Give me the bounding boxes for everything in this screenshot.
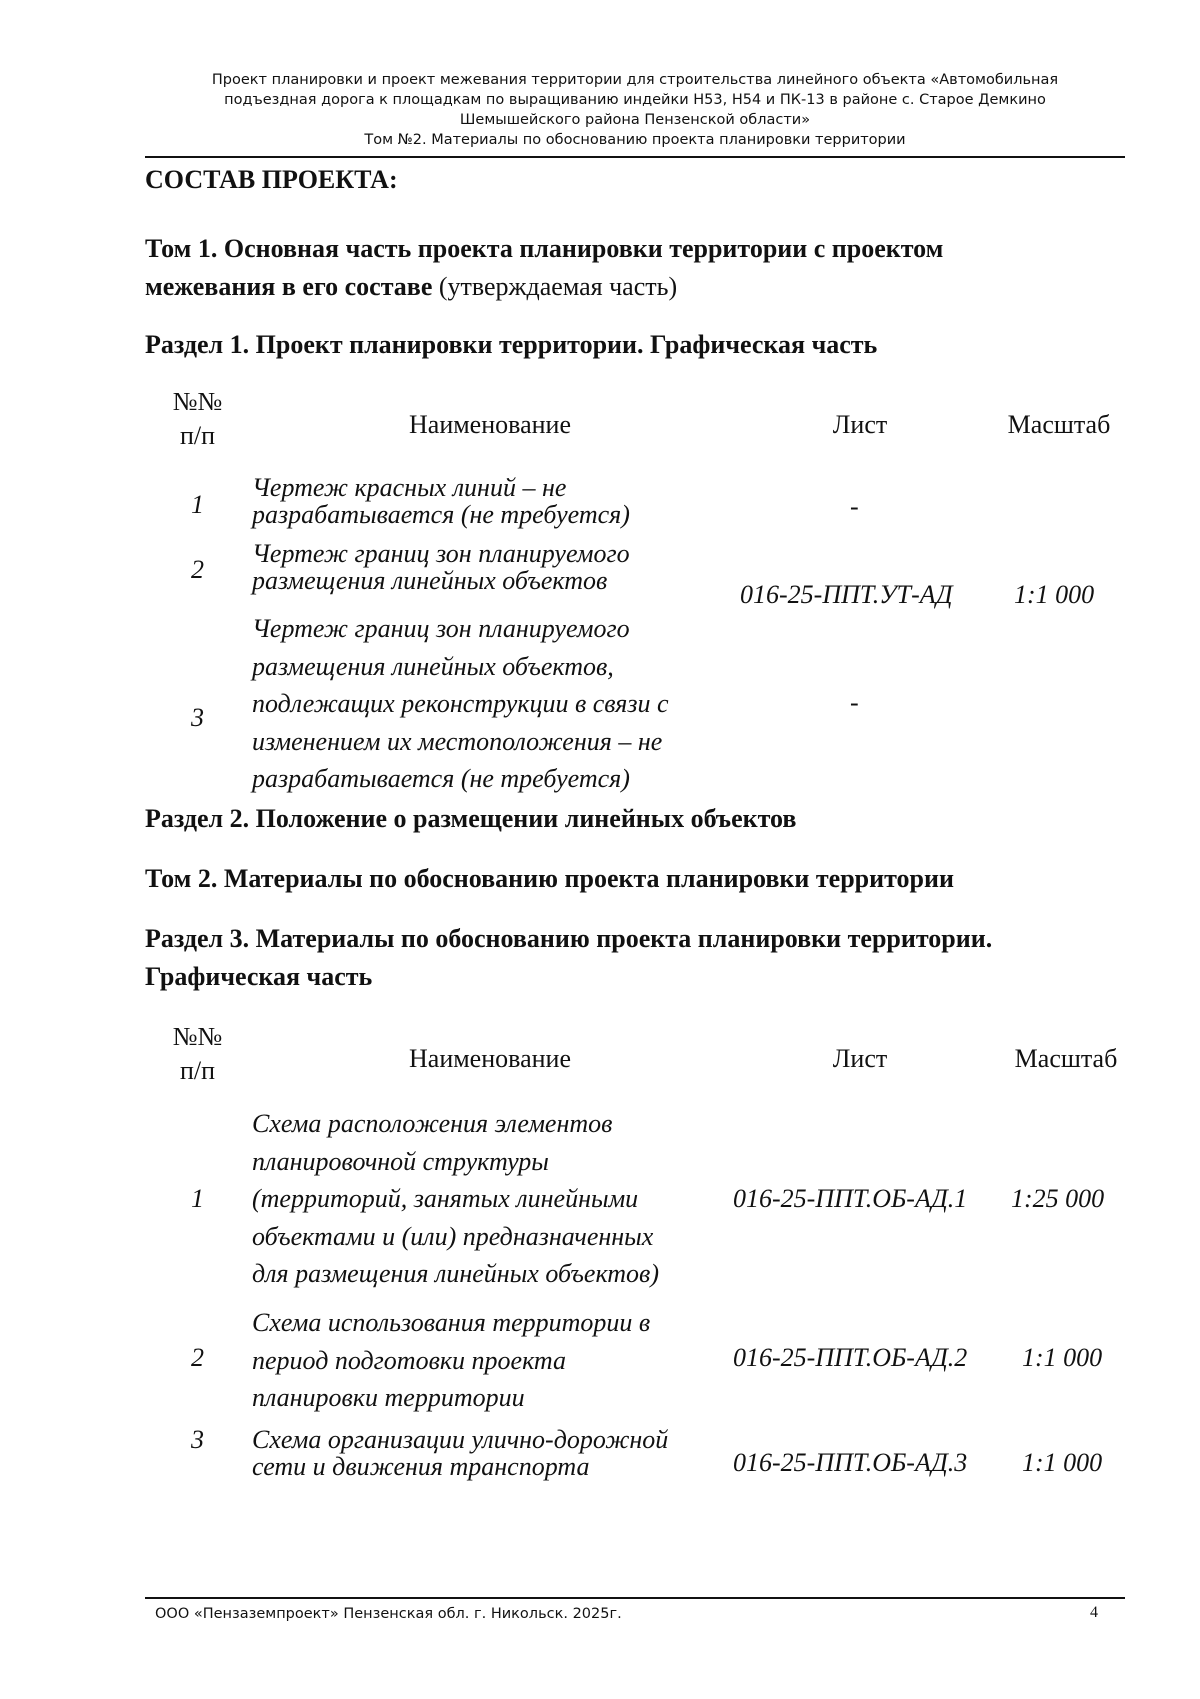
table-row-name (252, 474, 732, 528)
column-header-scale: Масштаб (1007, 410, 1111, 439)
table-row-number: 1 (191, 1184, 204, 1213)
name-line: размещения линейных объектов, (252, 651, 614, 681)
page-number: 4 (1090, 1604, 1098, 1621)
section2-heading: Раздел 2. Положение о размещении линейных объектов (145, 804, 797, 833)
name-line: Схема организации улично-дорожной (252, 1425, 669, 1454)
column-header-number-line1: №№ (172, 1022, 223, 1051)
name-line: Чертеж границ зон планируемого (252, 614, 630, 643)
name-line: размещения линейных объектов (252, 566, 608, 595)
footer-text: ООО «Пензаземпроект» Пензенская обл. г. Никольск. 2025г. (155, 1606, 622, 1622)
section3-heading-line1: Раздел 3. Материалы по обоснованию проекта планировки территории. (145, 924, 993, 953)
name-line: Схема расположения элементов (252, 1109, 613, 1138)
table-row-scale: 1:1 000 (1022, 1448, 1103, 1477)
name-line: Схема использования территории в (252, 1308, 651, 1337)
volume2-heading: Том 2. Материалы по обоснованию проекта планировки территории (145, 864, 954, 893)
column-header-number (160, 385, 235, 453)
table-row-name (252, 1105, 732, 1293)
table-row-number: 2 (191, 555, 204, 584)
table-row-number: 1 (191, 490, 204, 519)
table-row-sheet: 016-25-ППТ.ОБ-АД.2 (733, 1343, 968, 1372)
table-row-sheet: - (850, 688, 859, 717)
name-line: (территорий, занятых линейными (252, 1184, 639, 1213)
table-row-sheet: - (850, 492, 859, 521)
volume1-heading-note: (утверждаемая часть) (432, 272, 678, 301)
table-row-number: 2 (191, 1343, 204, 1372)
name-line: изменением их местоположения – не (252, 726, 663, 756)
name-line: разрабатывается (не требуется) (252, 500, 630, 529)
name-line: Чертеж границ зон планируемого (252, 539, 630, 568)
header-line: Шемышейского района Пензенской области» (459, 112, 811, 128)
header-divider (145, 156, 1125, 158)
table-row-sheet: 016-25-ППТ.ОБ-АД.3 (733, 1448, 968, 1477)
volume1-heading-bold: межевания в его составе (145, 272, 433, 301)
volume1-heading-line1: Том 1. Основная часть проекта планировки территории с проектом (145, 234, 944, 263)
column-header-name: Наименование (409, 410, 571, 439)
column-header-sheet: Лист (832, 410, 888, 439)
table-row-scale: 1:1 000 (1022, 1343, 1103, 1372)
table-row-scale: 1:25 000 (1011, 1184, 1105, 1213)
table-row-name (252, 540, 732, 594)
name-line: Чертеж красных линий – не (252, 473, 567, 502)
column-header-name: Наименование (409, 1044, 571, 1073)
table-row-number: 3 (191, 1425, 204, 1454)
name-line: объектами и (или) предназначенных (252, 1221, 654, 1251)
table-row-name (252, 610, 732, 798)
name-line: подлежащих реконструкции в связи с (252, 689, 669, 718)
name-line: период подготовки проекта (252, 1345, 566, 1375)
volume1-heading-line2 (145, 268, 677, 306)
name-line: для размещения линейных объектов) (252, 1259, 659, 1288)
table-row-scale: 1:1 000 (1014, 580, 1095, 609)
column-header-scale: Масштаб (1014, 1044, 1118, 1073)
column-header-number-line2: п/п (179, 1056, 216, 1085)
header-line: Проект планировки и проект межевания территории для строительства линейного объекта «Автомобильная (211, 72, 1059, 88)
column-header-number (160, 1020, 235, 1088)
name-line: планировочной структуры (252, 1146, 549, 1176)
header-line: подъездная дорога к площадкам по выращиванию индейки Н53, Н54 и ПК-13 в районе с. Старое Демкино (224, 92, 1046, 108)
column-header-sheet: Лист (832, 1044, 888, 1073)
header-line: Том №2. Материалы по обоснованию проекта планировки территории (364, 132, 906, 148)
section1-heading: Раздел 1. Проект планировки территории. Графическая часть (145, 330, 878, 359)
table-row-name (252, 1304, 732, 1417)
running-header (145, 70, 1125, 150)
name-line: планировки территории (252, 1383, 525, 1412)
column-header-number-line1: №№ (172, 387, 223, 416)
table-row-sheet: 016-25-ППТ.УТ-АД (740, 580, 953, 609)
footer-divider (145, 1597, 1125, 1599)
table-row-number: 3 (191, 703, 204, 732)
name-line: сети и движения транспорта (252, 1452, 590, 1481)
page-title: СОСТАВ ПРОЕКТА: (145, 165, 398, 194)
column-header-number-line2: п/п (179, 421, 216, 450)
table-row-sheet: 016-25-ППТ.ОБ-АД.1 (733, 1184, 968, 1213)
table-row-name (252, 1426, 732, 1480)
name-line: разрабатывается (не требуется) (252, 764, 630, 793)
section3-heading-line2: Графическая часть (145, 962, 373, 991)
